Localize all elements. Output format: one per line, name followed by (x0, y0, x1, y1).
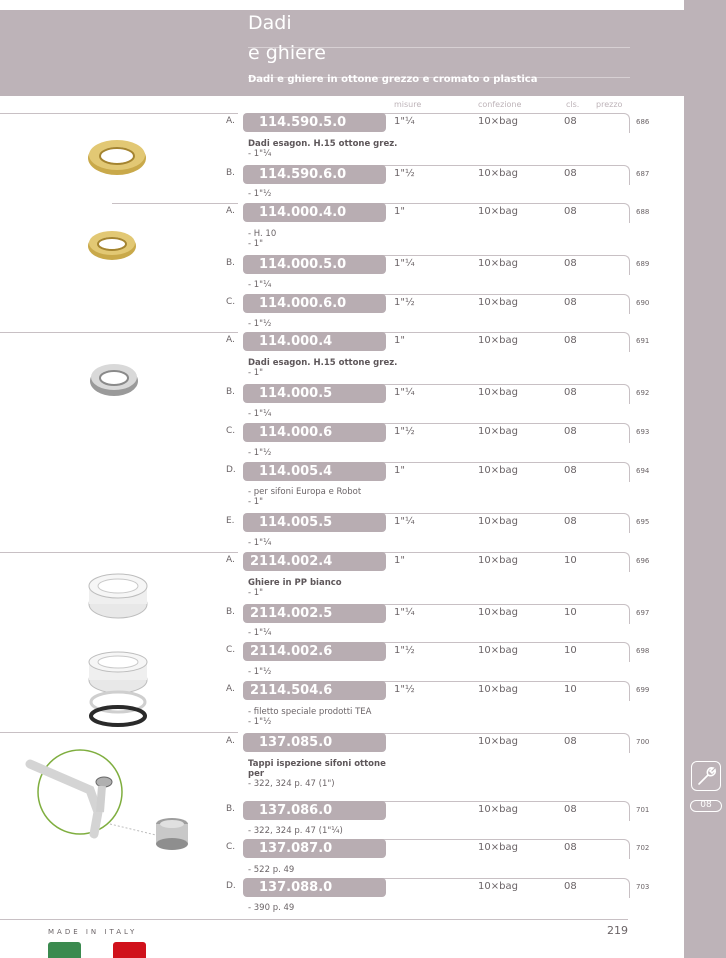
row-number: 694 (636, 467, 650, 475)
row-letter: B. (226, 258, 236, 268)
row-description (248, 139, 398, 159)
row-cls: 08 (564, 168, 577, 179)
row-number: 696 (636, 557, 650, 565)
row-size: 1" (394, 206, 405, 217)
section-divider (0, 332, 238, 333)
row-letter: B. (226, 387, 236, 397)
row-letter: A. (226, 206, 235, 216)
row-size: 1"¼ (394, 258, 415, 269)
row-number: 691 (636, 337, 650, 345)
row-size: 1"½ (394, 297, 415, 308)
row-pack: 10×bag (478, 645, 518, 656)
row-cls: 10 (564, 645, 577, 656)
product-row[interactable] (220, 332, 684, 352)
row-pack: 10×bag (478, 555, 518, 566)
row-size: 1" (394, 335, 405, 346)
product-code: 114.000.5 (243, 384, 386, 403)
row-letter: D. (226, 465, 236, 475)
product-code: 114.000.6.0 (243, 294, 386, 313)
row-size: 1"¼ (394, 387, 415, 398)
column-header-cls: cls. (566, 100, 580, 109)
description-line: - 390 p. 49 (248, 903, 295, 913)
row-letter: C. (226, 297, 236, 307)
row-number: 690 (636, 299, 650, 307)
row-cls: 08 (564, 736, 577, 747)
product-row[interactable] (220, 294, 684, 314)
row-description (248, 229, 398, 249)
row-pack: 10×bag (478, 387, 518, 398)
product-row[interactable] (220, 384, 684, 404)
product-code: 2114.002.4 (243, 552, 386, 571)
row-number: 701 (636, 806, 650, 814)
description-line: - 1" (248, 368, 264, 378)
row-size: 1" (394, 555, 405, 566)
row-number: 700 (636, 738, 650, 746)
row-description (248, 319, 398, 329)
product-row[interactable] (220, 513, 684, 533)
product-code: 2114.504.6 (243, 681, 386, 700)
row-letter: E. (226, 516, 235, 526)
description-line: - 322, 324 p. 47 (1"¼) (248, 826, 343, 836)
row-letter: A. (226, 116, 235, 126)
description-line: - 1"½ (248, 717, 272, 727)
flag-green-block (48, 942, 81, 958)
row-number: 698 (636, 647, 650, 655)
description-line: - 1" (248, 497, 264, 507)
product-row[interactable] (220, 165, 684, 185)
product-code: 114.590.5.0 (243, 113, 386, 132)
row-pack: 10×bag (478, 168, 518, 179)
column-header-misure: misure (394, 100, 422, 109)
product-code: 114.000.5.0 (243, 255, 386, 274)
section-divider (0, 552, 238, 553)
row-cls: 08 (564, 426, 577, 437)
row-letter: C. (226, 842, 236, 852)
product-row[interactable] (220, 113, 684, 133)
product-code: 137.086.0 (243, 801, 386, 820)
row-pack: 10×bag (478, 842, 518, 853)
description-line: - 522 p. 49 (248, 865, 295, 875)
product-code: 137.085.0 (243, 733, 386, 752)
description-line: - 1"½ (248, 448, 272, 458)
product-row[interactable] (220, 733, 684, 753)
brass-hex-nut-image (86, 228, 138, 262)
product-code: 137.088.0 (243, 878, 386, 897)
side-tab-bar (684, 0, 726, 958)
row-description (248, 826, 398, 836)
description-line: - 1"¼ (248, 280, 272, 290)
description-line: - 1"¼ (248, 149, 272, 159)
product-row[interactable] (220, 552, 684, 572)
row-number: 692 (636, 389, 650, 397)
row-pack: 10×bag (478, 465, 518, 476)
row-pack: 10×bag (478, 426, 518, 437)
description-title: Dadi esagon. H.15 ottone grez. (248, 139, 398, 149)
row-description (248, 667, 398, 677)
product-row[interactable] (220, 604, 684, 624)
description-line: - 1"½ (248, 667, 272, 677)
row-pack: 10×bag (478, 206, 518, 217)
row-number: 686 (636, 118, 650, 126)
column-header-prezzo: prezzo (596, 100, 623, 109)
row-description (248, 538, 398, 548)
product-code: 114.590.6.0 (243, 165, 386, 184)
description-line: - 1"¼ (248, 409, 272, 419)
row-pack: 10×bag (478, 684, 518, 695)
product-row[interactable] (220, 423, 684, 443)
row-number: 689 (636, 260, 650, 268)
row-letter: D. (226, 881, 236, 891)
row-size: 1"¼ (394, 116, 415, 127)
row-number: 693 (636, 428, 650, 436)
row-pack: 10×bag (478, 736, 518, 747)
row-cls: 10 (564, 684, 577, 695)
row-size: 1" (394, 465, 405, 476)
row-cls: 08 (564, 465, 577, 476)
row-letter: A. (226, 736, 235, 746)
product-code: 2114.002.6 (243, 642, 386, 661)
row-cls: 08 (564, 516, 577, 527)
row-number: 703 (636, 883, 650, 891)
product-code: 137.087.0 (243, 839, 386, 858)
row-number: 702 (636, 844, 650, 852)
row-description (248, 865, 398, 875)
row-description (248, 759, 398, 789)
page-subtitle: Dadi e ghiere in ottone grezzo e cromato o plastica (248, 74, 538, 85)
row-description (248, 280, 398, 290)
section-divider (0, 919, 628, 920)
product-code: 2114.002.5 (243, 604, 386, 623)
description-line: - 1" (248, 588, 264, 598)
section-badge: 08 (690, 800, 722, 812)
row-pack: 10×bag (478, 297, 518, 308)
row-description (248, 578, 398, 598)
row-size: 1"½ (394, 426, 415, 437)
row-number: 697 (636, 609, 650, 617)
product-code: 114.000.6 (243, 423, 386, 442)
row-pack: 10×bag (478, 607, 518, 618)
product-row[interactable] (220, 801, 684, 821)
row-cls: 10 (564, 555, 577, 566)
column-header-confezione: confezione (478, 100, 522, 109)
page-title: Dadi (248, 12, 292, 34)
siphon-inspection-plug-image (20, 742, 200, 858)
description-title: Tappi ispezione sifoni ottone per (248, 759, 386, 779)
description-line: - 1"¼ (248, 628, 272, 638)
row-letter: A. (226, 335, 235, 345)
row-pack: 10×bag (478, 881, 518, 892)
product-code: 114.005.5 (243, 513, 386, 532)
row-size: 1"¼ (394, 607, 415, 618)
row-letter: C. (226, 426, 236, 436)
row-pack: 10×bag (478, 516, 518, 527)
product-code: 114.000.4.0 (243, 203, 386, 222)
product-code: 114.005.4 (243, 462, 386, 481)
row-description (248, 628, 398, 638)
row-pack: 10×bag (478, 335, 518, 346)
row-cls: 08 (564, 116, 577, 127)
brass-hex-nut-image (86, 136, 148, 178)
row-number: 695 (636, 518, 650, 526)
description-line: - 1" (248, 239, 264, 249)
description-title: Dadi esagon. H.15 ottone grez. (248, 358, 398, 368)
made-in-italy-label: MADE IN ITALY (48, 928, 138, 936)
plastic-ring-nut-image (86, 572, 150, 622)
product-row[interactable] (220, 681, 684, 701)
ring-nut-with-gasket-image (86, 650, 150, 728)
description-line: - 322, 324 p. 47 (1") (248, 779, 335, 789)
section-divider (0, 732, 238, 733)
row-description (248, 358, 398, 378)
flag-red-block (113, 942, 146, 958)
page-header (0, 10, 684, 96)
row-pack: 10×bag (478, 116, 518, 127)
description-line: - filetto speciale prodotti TEA (248, 707, 372, 717)
row-cls: 08 (564, 387, 577, 398)
product-row[interactable] (220, 255, 684, 275)
row-cls: 08 (564, 258, 577, 269)
wrench-icon (691, 761, 721, 791)
product-row[interactable] (220, 642, 684, 662)
row-size: 1"½ (394, 168, 415, 179)
row-letter: A. (226, 555, 235, 565)
row-description (248, 707, 398, 727)
row-cls: 08 (564, 881, 577, 892)
section-divider (0, 113, 238, 114)
page-number: 219 (607, 924, 628, 937)
row-description (248, 409, 398, 419)
description-title: Ghiere in PP bianco (248, 578, 342, 588)
row-letter: A. (226, 684, 235, 694)
description-line: - 1"¼ (248, 538, 272, 548)
row-letter: B. (226, 607, 236, 617)
row-cls: 08 (564, 335, 577, 346)
row-size: 1"¼ (394, 516, 415, 527)
row-number: 688 (636, 208, 650, 216)
row-letter: B. (226, 168, 236, 178)
row-letter: B. (226, 804, 236, 814)
row-cls: 08 (564, 297, 577, 308)
row-number: 699 (636, 686, 650, 694)
row-cls: 08 (564, 206, 577, 217)
product-row[interactable] (220, 203, 684, 223)
row-description (248, 448, 398, 458)
row-letter: C. (226, 645, 236, 655)
page-title-2: e ghiere (248, 42, 326, 64)
description-line: - H. 10 (248, 229, 277, 239)
description-line: - 1"½ (248, 319, 272, 329)
row-number: 687 (636, 170, 650, 178)
row-cls: 08 (564, 842, 577, 853)
product-row[interactable] (220, 878, 684, 898)
row-description (248, 487, 398, 507)
product-code: 114.000.4 (243, 332, 386, 351)
row-cls: 08 (564, 804, 577, 815)
product-row[interactable] (220, 462, 684, 482)
row-pack: 10×bag (478, 258, 518, 269)
row-cls: 10 (564, 607, 577, 618)
row-size: 1"½ (394, 684, 415, 695)
product-row[interactable] (220, 839, 684, 859)
row-description (248, 903, 398, 913)
row-size: 1"½ (394, 645, 415, 656)
description-line: - 1"½ (248, 189, 272, 199)
chrome-hex-nut-image (88, 360, 140, 398)
row-description (248, 189, 398, 199)
row-pack: 10×bag (478, 804, 518, 815)
description-line: - per sifoni Europa e Robot (248, 487, 362, 497)
